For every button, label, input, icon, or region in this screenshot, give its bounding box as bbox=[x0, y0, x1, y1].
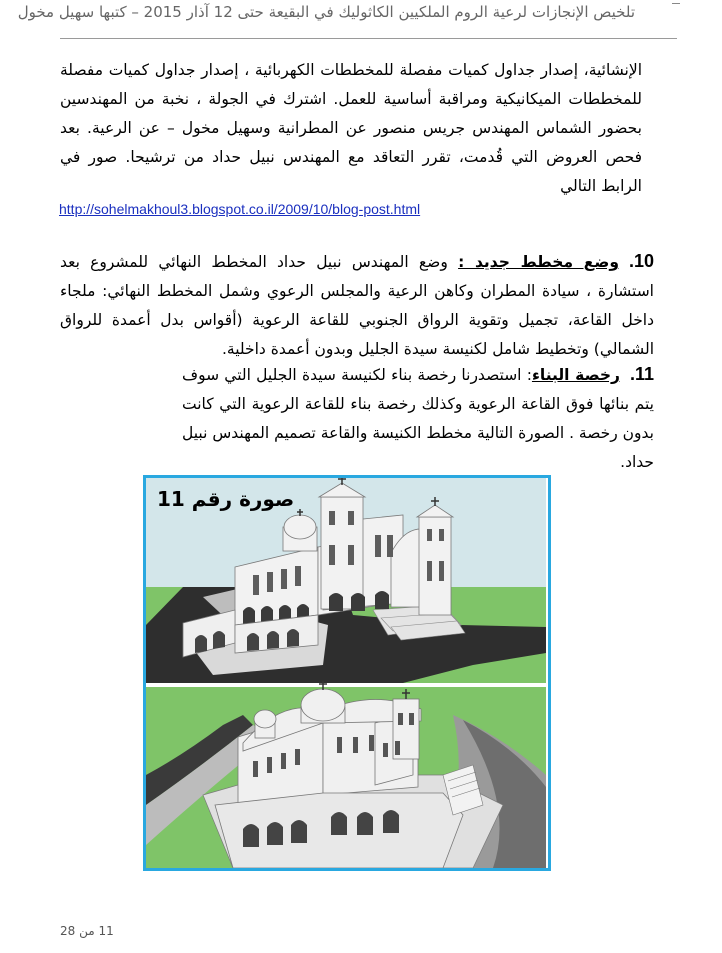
item-text: : استصدرنا رخصة بناء لكنيسة سيدة الجليل التي سوف يتم بنائها فوق القاعة الرعوية وكذلك رخصة بناء للقاعة الرعوية التي كانت بدون رخصة . الصورة التالية مخطط الكنيسة والقاعة تصميم المهندس نبيل حداد. bbox=[182, 366, 654, 471]
item-text: وضع المهندس نبيل حداد المخطط النهائي للمشروع بعد استشارة ، سيادة المطران وكاهن الرعية والمجلس الرعوي وشمل المخطط النهائي: ملجاء داخل القاعة، تجميل وتقوية الرواق الجنوبي للقاعة الرعوية (أقواس بدل أعمدة للرواق الشمالي) وتخطيط شامل لكنيسة سيدة الجليل وبدون أعمدة داخلية. bbox=[60, 253, 654, 358]
item-title: وضع مخطط جديد : bbox=[458, 253, 619, 271]
list-item-10 bbox=[60, 247, 654, 364]
blog-link[interactable]: http://sohelmakhoul3.blogspot.co.il/2009/10/blog-post.html bbox=[59, 201, 421, 217]
figure-svg bbox=[143, 475, 551, 871]
list-item-11 bbox=[182, 360, 654, 477]
render-bottom bbox=[146, 681, 546, 868]
figure-church-renderings bbox=[143, 475, 551, 871]
item-number: 10. bbox=[628, 251, 654, 271]
item-number: 11. bbox=[629, 364, 655, 384]
page-number: 11 من 28 bbox=[60, 924, 114, 938]
item-title: رخصة البناء bbox=[531, 366, 620, 384]
header-rule bbox=[60, 38, 677, 39]
header-tick bbox=[672, 0, 680, 4]
paragraph-1: الإنشائية، إصدار جداول كميات مفصلة للمخططات الكهربائية ، إصدار جداول كميات مفصلة للمخططات الميكانيكية ومراقبة أساسية للعمل. اشترك في الجولة ، نخبة من المهندسين بحضور الشماس المهندس جريس منصور عن المطرانية وسهيل مخول – عن الرعية. بعد فحص العروض التي قُدمت، تقرر التعاقد مع المهندس نبيل حداد من ترشيحا. صور في الرابط التالي bbox=[60, 61, 642, 195]
figure-label: صورة رقم 11 bbox=[157, 487, 295, 511]
running-header: تلخيص الإنجازات لرعية الروم الملكيين الكاثوليك في البقيعة حتى 12 آذار 2015 – كتبها سهيل مخول bbox=[17, 3, 635, 21]
